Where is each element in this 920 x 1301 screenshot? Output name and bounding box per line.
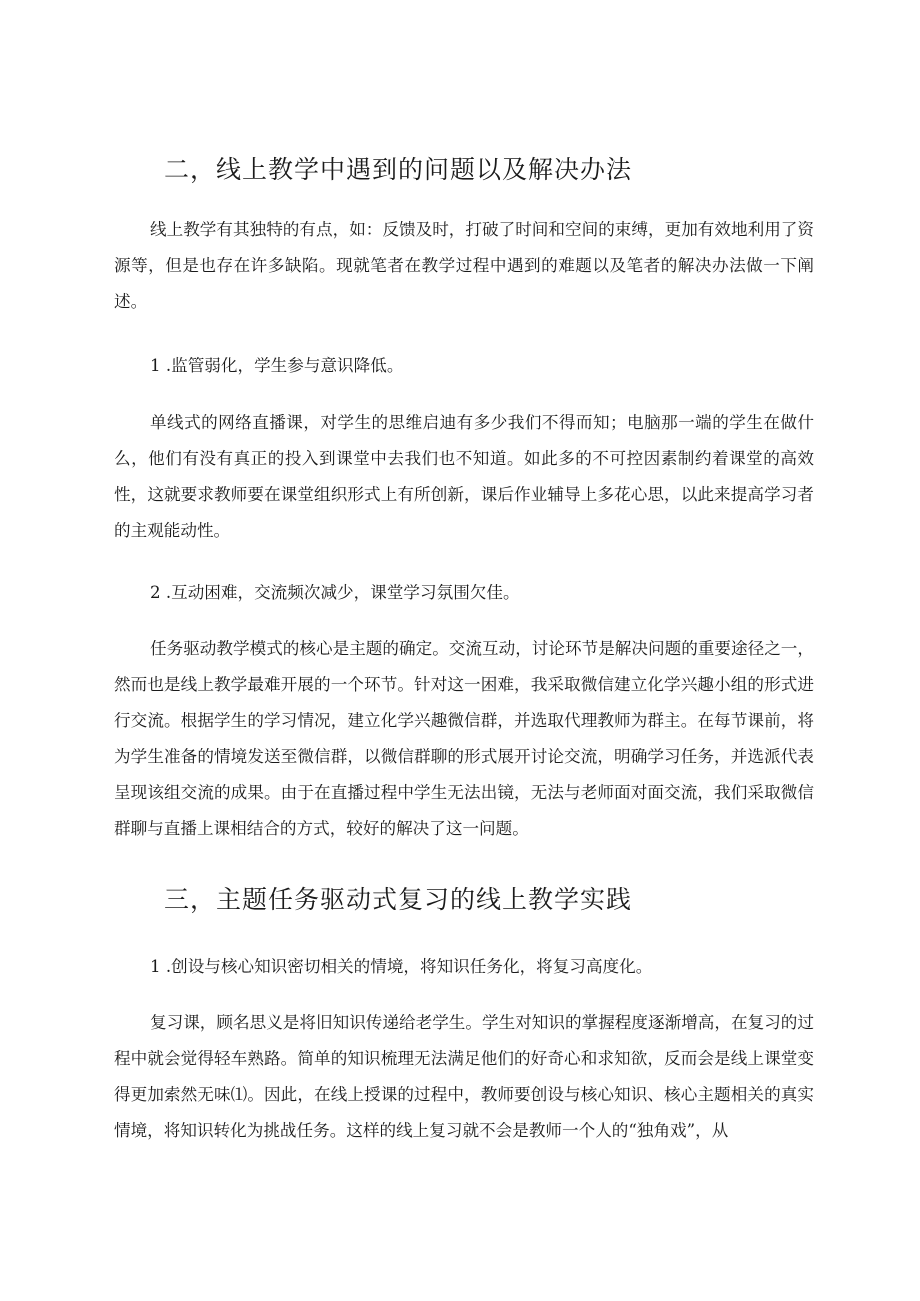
section3-heading: 三，主题任务驱动式复习的线上教学实践: [164, 885, 633, 914]
section2-intro-paragraph: 线上教学有其独特的有点，如：反馈及时，打破了时间和空间的束缚，更加有效地利用了资源等，但是也存在许多缺陷。现就笔者在教学过程中遇到的难题以及笔者的解决办法做一下阐述。: [114, 220, 814, 311]
section2-item1-title: 1 .监管弱化，学生参与意识降低。: [150, 356, 404, 375]
section3-item1-title: 1 .创设与核心知识密切相关的情境，将知识任务化，将复习高度化。: [150, 957, 653, 976]
section2-heading: 二，线上教学中遇到的问题以及解决办法: [164, 155, 633, 184]
section2-item2-body: 任务驱动教学模式的核心是主题的确定。交流互动，讨论环节是解决问题的重要途径之一，然而也是线上教学最难开展的一个环节。针对这一困难，我采取微信建立化学兴趣小组的形式进行交流。根据学生的学习情况，建立化学兴趣微信群，并选取代理教师为群主。在每节课前，将为学生准备的情境发送至微信群，以微信群聊的形式展开讨论交流，明确学习任务，并选派代表呈现该组交流的成果。由于在直播过程中学生无法出镜，无法与老师面对面交流，我们采取微信群聊与直播上课相结合的方式，较好的解决了这一问题。: [114, 639, 814, 838]
section2-item2-title: 2 .互动困难，交流频次减少，课堂学习氛围欠佳。: [150, 583, 520, 602]
section3-item1-body: 复习课，顾名思义是将旧知识传递给老学生。学生对知识的掌握程度逐渐增高，在复习的过程中就会觉得轻车熟路。简单的知识梳理无法满足他们的好奇心和求知欲，反而会是线上课堂变得更加索然无味⑴。因此，在线上授课的过程中，教师要创设与核心知识、核心主题相关的真实情境，将知识转化为挑战任务。这样的线上复习就不会是教师一个人的“独角戏”，从: [114, 1013, 814, 1140]
section2-item1-body: 单线式的网络直播课，对学生的思维启迪有多少我们不得而知；电脑那一端的学生在做什么，他们有没有真正的投入到课堂中去我们也不知道。如此多的不可控因素制约着课堂的高效性，这就要求教师要在课堂组织形式上有所创新，课后作业辅导上多花心思，以此来提高学习者的主观能动性。: [114, 413, 814, 540]
